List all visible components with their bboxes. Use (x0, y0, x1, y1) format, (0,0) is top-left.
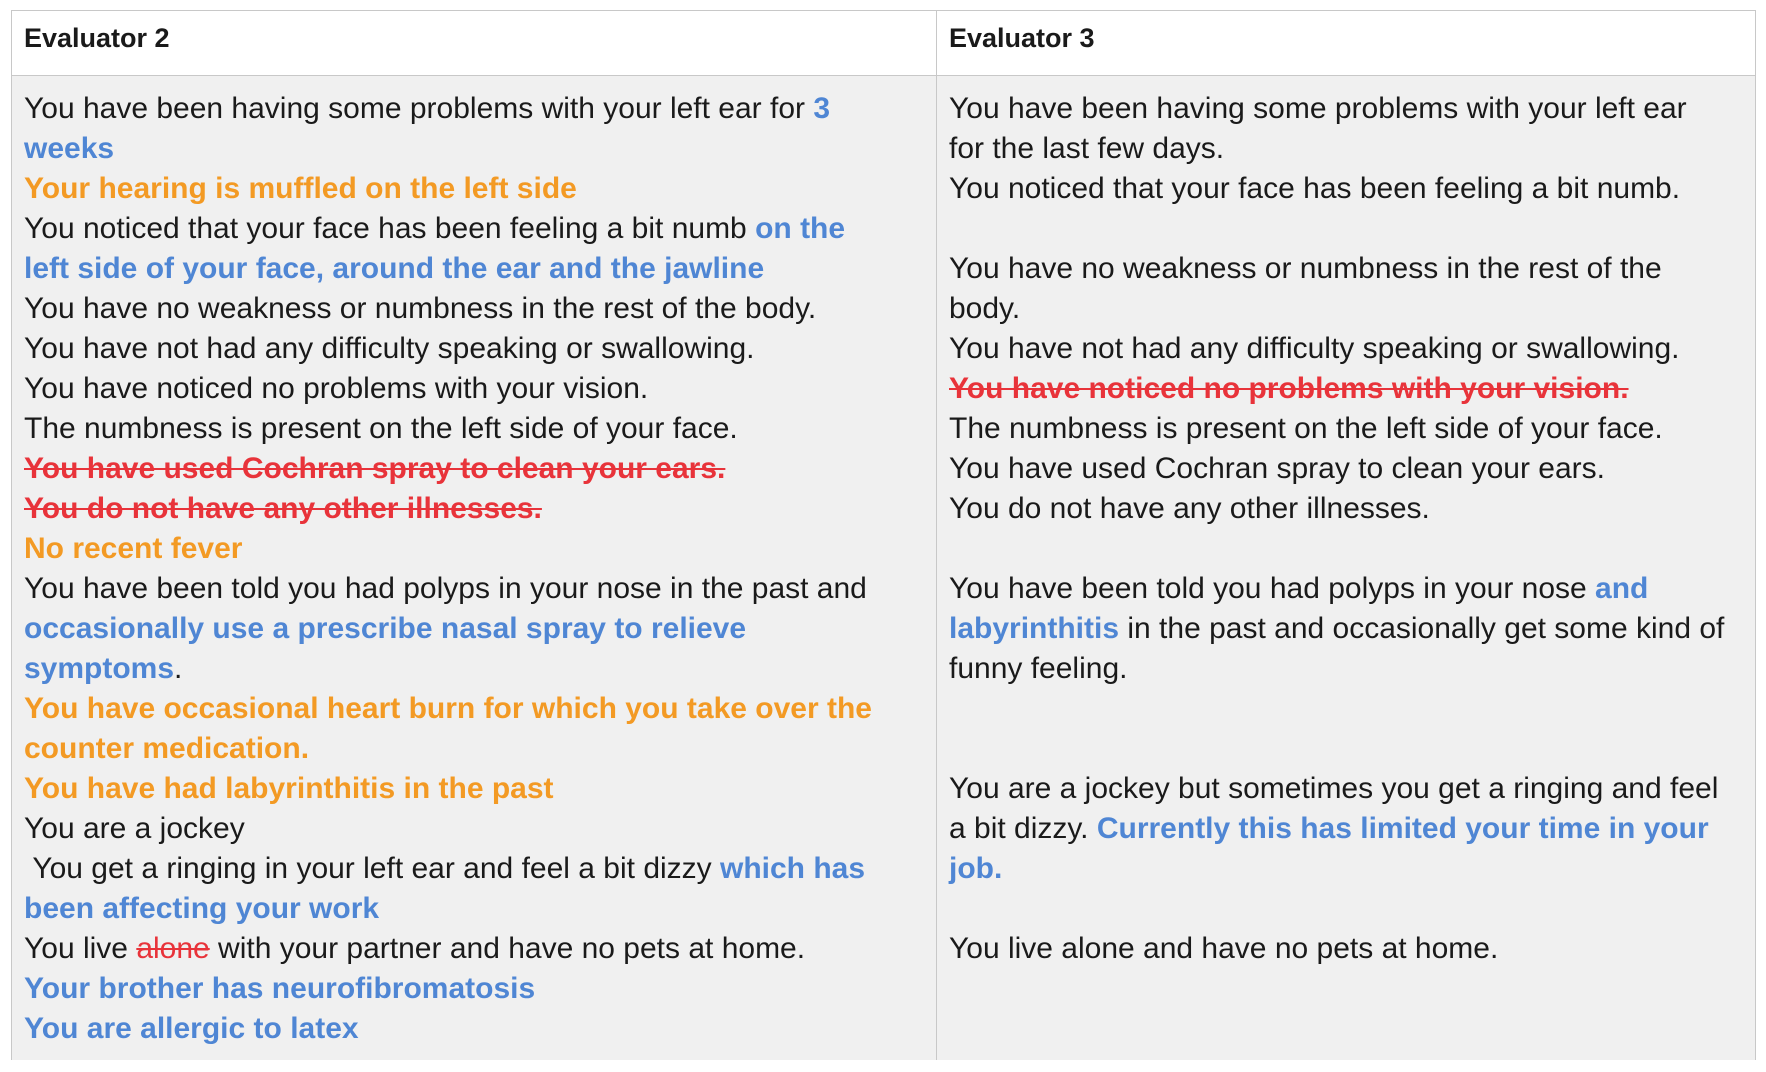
text-segment-blue: Your brother has neurofibromatosis (24, 972, 536, 1005)
text-line (24, 209, 924, 249)
text-segment-plain: You noticed that your face has been feeling a bit numb. (949, 172, 1681, 205)
text-segment-blue: Currently this has limited your time in your (1096, 812, 1709, 845)
text-line (949, 89, 1743, 129)
text-segment-blue: weeks (24, 132, 115, 165)
text-line (949, 369, 1743, 409)
text-line (949, 929, 1743, 969)
text-line (949, 409, 1743, 449)
text-segment-plain: You have been having some problems with your left ear for (24, 92, 814, 125)
text-line (24, 289, 924, 329)
text-line (949, 809, 1743, 849)
text-segment-blue: and (1595, 572, 1649, 605)
text-line (24, 969, 924, 1009)
text-line (949, 769, 1743, 809)
text-line (949, 289, 1743, 329)
text-line (949, 209, 1743, 249)
text-segment-plain: You have no weakness or numbness in the rest of the (949, 252, 1662, 285)
text-segment-strike-bold: You do not have any other illnesses. (24, 492, 542, 525)
text-segment-plain: You have been told you had polyps in your nose (949, 572, 1596, 605)
text-segment-plain: You are a jockey (24, 812, 245, 845)
text-segment-orange: Your hearing is muffled on the left side (24, 172, 577, 205)
text-segment-plain: You have no weakness or numbness in the rest of the body. (24, 292, 817, 325)
text-line (24, 129, 924, 169)
text-line (949, 569, 1743, 609)
text-segment-orange: You have occasional heart burn for which you take over the (24, 692, 872, 725)
text-segment-plain: You have not had any difficulty speaking or swallowing. (949, 332, 1680, 365)
text-line (949, 489, 1743, 529)
text-line (24, 1009, 924, 1049)
text-segment-blue: been affecting your work (24, 892, 380, 925)
text-line (24, 929, 924, 969)
text-segment-plain: The numbness is present on the left side of your face. (24, 412, 738, 445)
text-line (949, 249, 1743, 289)
text-line (24, 409, 924, 449)
text-line (24, 89, 924, 129)
text-segment-plain: funny feeling. (949, 652, 1128, 685)
text-line (949, 329, 1743, 369)
text-segment-plain: You are a jockey but sometimes you get a ringing and feel (949, 772, 1719, 805)
text-segment-blue: job. (949, 852, 1003, 885)
text-line (24, 489, 924, 529)
text-segment-plain: You noticed that your face has been feeling a bit numb (24, 212, 756, 245)
text-segment-orange: No recent fever (24, 532, 243, 565)
text-segment-strike-bold: You have noticed no problems with your vision. (949, 372, 1629, 405)
text-line (24, 449, 924, 489)
text-segment-plain: You have noticed no problems with your vision. (24, 372, 649, 405)
text-segment-plain: in the past and occasionally get some kind of (1119, 612, 1725, 645)
text-segment-strike-bold: You have used Cochran spray to clean your ears. (24, 452, 726, 485)
text-line (949, 889, 1743, 929)
text-line (24, 529, 924, 569)
text-segment-orange: You have had labyrinthitis in the past (24, 772, 554, 805)
comparison-table (11, 10, 1756, 1060)
evaluator-2-cell (12, 76, 937, 1060)
text-line (24, 849, 924, 889)
text-line (949, 609, 1743, 649)
text-segment-strike: alone (136, 932, 210, 965)
text-segment-plain: body. (949, 292, 1021, 325)
text-line (949, 649, 1743, 689)
text-segment-plain: You live (24, 932, 137, 965)
text-line (949, 849, 1743, 889)
header-evaluator-3: Evaluator 3 (949, 23, 1095, 53)
text-segment-plain: You live alone and have no pets at home. (949, 932, 1499, 965)
text-segment-plain: You have not had any difficulty speaking or swallowing. (24, 332, 755, 365)
text-segment-blue: occasionally use a prescribe nasal spray to relieve (24, 612, 747, 645)
text-segment-blue: symptoms (24, 652, 175, 685)
text-segment-plain: You do not have any other illnesses. (949, 492, 1430, 525)
text-line (24, 609, 924, 649)
text-line (949, 129, 1743, 169)
text-line (24, 569, 924, 609)
text-line (24, 769, 924, 809)
text-segment-plain: . (174, 652, 183, 685)
text-segment-plain: The numbness is present on the left side of your face. (949, 412, 1663, 445)
text-segment-plain: for the last few days. (949, 132, 1225, 165)
text-line (24, 649, 924, 689)
text-line (24, 889, 924, 929)
text-segment-blue: on the (755, 212, 846, 245)
text-segment-plain: You have used Cochran spray to clean your ears. (949, 452, 1605, 485)
text-segment-plain: a bit dizzy. (949, 812, 1097, 845)
text-segment-plain: with your partner and have no pets at home. (209, 932, 806, 965)
text-segment-plain: You have been told you had polyps in your nose in the past and (24, 572, 867, 605)
text-line (24, 689, 924, 729)
text-segment-blue: 3 (813, 92, 831, 125)
text-line (24, 809, 924, 849)
text-line (24, 729, 924, 769)
text-segment-blue: left side of your face, around the ear and the jawline (24, 252, 765, 285)
text-segment-blue: You are allergic to latex (24, 1012, 359, 1045)
text-line (24, 249, 924, 289)
text-line (24, 369, 924, 409)
text-line (24, 169, 924, 209)
text-line (24, 329, 924, 369)
text-segment-plain: You have been having some problems with your left ear (949, 92, 1687, 125)
text-line (949, 529, 1743, 569)
text-line (949, 169, 1743, 209)
content-row (12, 76, 1755, 1060)
text-line (949, 449, 1743, 489)
text-line (949, 689, 1743, 729)
text-line (949, 729, 1743, 769)
evaluator-3-cell (937, 76, 1755, 1060)
text-segment-orange: counter medication. (24, 732, 310, 765)
header-evaluator-2: Evaluator 2 (12, 11, 937, 75)
text-segment-blue: labyrinthitis (949, 612, 1120, 645)
header-row (12, 11, 1755, 76)
text-segment-blue: which has (720, 852, 866, 885)
text-segment-plain: You get a ringing in your left ear and feel a bit dizzy (24, 852, 720, 885)
